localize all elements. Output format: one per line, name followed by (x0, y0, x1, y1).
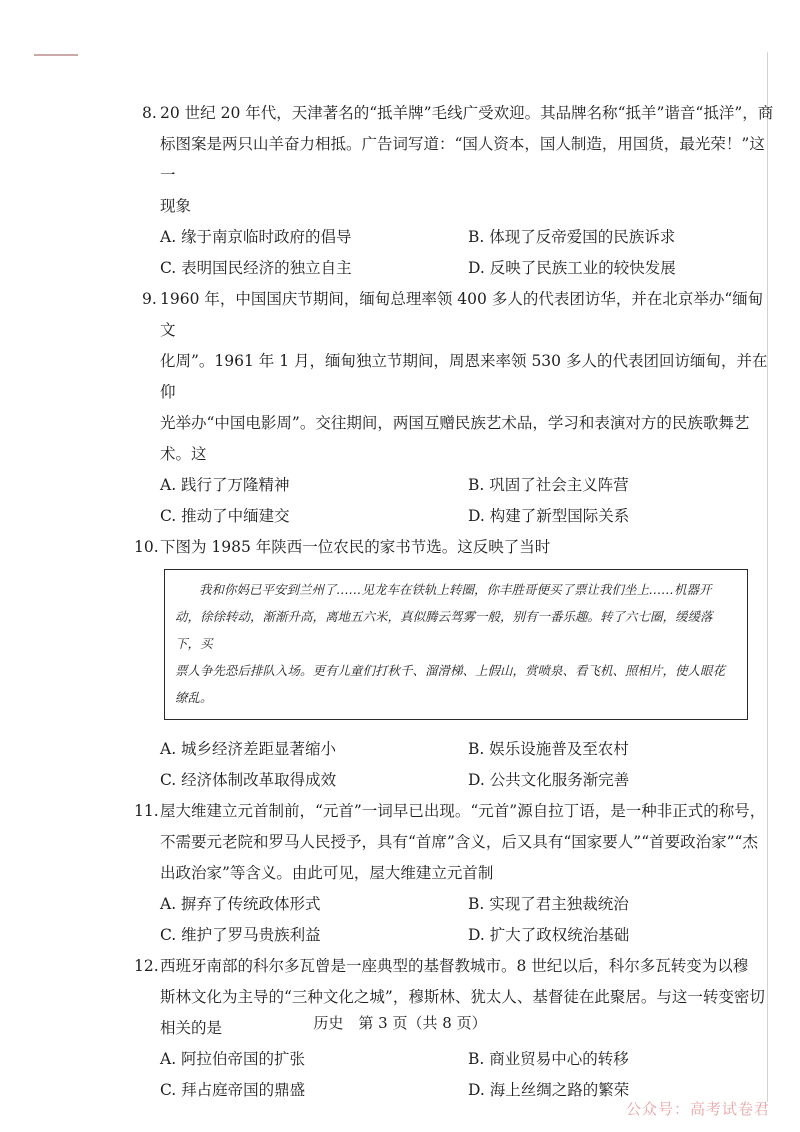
option-d[interactable]: D. 构建了新型国际关系 (468, 507, 630, 525)
option-d[interactable]: D. 反映了民族工业的较快发展 (468, 259, 676, 277)
option-a[interactable]: A. 缘于南京临时政府的倡导 (160, 228, 352, 246)
stem-line: 标图案是两只山羊奋力相抵。广告词写道：“国人资本，国人制造，用国货，最光荣！”这一 (160, 135, 765, 184)
option-b[interactable]: B. 巩固了社会主义阵营 (468, 476, 629, 494)
option-b[interactable]: B. 体现了反帝爱国的民族诉求 (468, 228, 676, 246)
page-footer: 历史 第 3 页（共 8 页） (313, 1014, 487, 1032)
stem-line: 斯林文化为主导的“三种文化之城”，穆斯林、犹太人、基督徒在此聚居。与这一转变密切 (160, 988, 765, 1006)
question-number: 12. (134, 957, 159, 975)
option-c[interactable]: C. 经济体制改革取得成效 (160, 771, 337, 789)
stem-line: 相关的是 (160, 1019, 223, 1037)
options (160, 889, 776, 951)
watermark: 公众号：高考试卷君 (625, 1100, 770, 1118)
option-a[interactable]: A. 摒弃了传统政体形式 (160, 895, 321, 913)
options (160, 1044, 776, 1106)
question-stem (142, 284, 776, 470)
option-a[interactable]: A. 阿拉伯帝国的扩张 (160, 1050, 306, 1068)
question-number: 8. (142, 104, 157, 122)
stem-line: 屋大维建立元首制前，“元首”一词早已出现。“元首”源自拉丁语，是一种非正式的称号， (160, 802, 766, 820)
option-c[interactable]: C. 推动了中缅建交 (160, 507, 290, 525)
question-stem (134, 532, 776, 563)
question-number: 10. (134, 538, 159, 556)
excerpt-line: 票人争先恐后排队入场。更有儿童们打秋千、溜滑梯、上假山，赏喷泉、看飞机、照相片，使人眼花 (175, 663, 726, 678)
option-d[interactable]: D. 海上丝绸之路的繁荣 (468, 1081, 630, 1099)
option-c[interactable]: C. 表明国民经济的独立自主 (160, 259, 352, 277)
options (160, 470, 776, 532)
option-c[interactable]: C. 拜占庭帝国的鼎盛 (160, 1081, 306, 1099)
stem-line: 1960 年，中国国庆节期间，缅甸总理率领 400 多人的代表团访华，并在北京举办“缅甸文 (160, 290, 764, 339)
excerpt-line: 动，徐徐转动，渐渐升高，离地五六米，真似腾云驾雾一般，别有一番乐趣。转了六七圈，缓缓落下，买 (175, 609, 713, 651)
corner-mark (34, 54, 78, 56)
option-a[interactable]: A. 践行了万隆精神 (160, 476, 290, 494)
options (160, 734, 776, 796)
question-11 (134, 796, 776, 951)
option-c[interactable]: C. 维护了罗马贵族利益 (160, 926, 321, 944)
stem-line: 不需要元老院和罗马人民授予，具有“首席”含义，后又具有“国家要人”“首要政治家”“杰 (160, 833, 758, 851)
option-b[interactable]: B. 商业贸易中心的转移 (468, 1050, 629, 1068)
stem-line: 西班牙南部的科尔多瓦曾是一座典型的基督教城市。8 世纪以后，科尔多瓦转变为以穆 (160, 957, 749, 975)
question-stem (142, 98, 776, 222)
question-10 (134, 532, 776, 796)
options (160, 222, 776, 284)
question-number: 11. (134, 802, 159, 820)
stem-line: 化周”。1961 年 1 月，缅甸独立节期间，周恩来率领 530 多人的代表团回访缅甸，并在仰 (160, 352, 768, 401)
stem-line: 术。这 (160, 445, 207, 463)
excerpt-line: 缭乱。 (175, 690, 213, 705)
question-number: 9. (142, 290, 157, 308)
question-list (134, 98, 776, 1106)
question-8 (142, 98, 776, 284)
stem-line: 20 世纪 20 年代，天津著名的“抵羊牌”毛线广受欢迎。其品牌名称“抵羊”谐音“抵洋”，商 (160, 104, 774, 122)
stem-line: 出政治家”等含义。由此可见，屋大维建立元首制 (160, 864, 494, 882)
question-9 (142, 284, 776, 532)
option-a[interactable]: A. 城乡经济差距显著缩小 (160, 740, 337, 758)
stem-line: 下图为 1985 年陕西一位农民的家书节选。这反映了当时 (160, 538, 551, 556)
option-b[interactable]: B. 实现了君主独裁统治 (468, 895, 629, 913)
stem-line: 光举办“中国电影周”。交往期间，两国互赠民族艺术品，学习和表演对方的民族歌舞艺 (160, 414, 750, 432)
option-d[interactable]: D. 公共文化服务渐完善 (468, 771, 630, 789)
stem-line: 现象 (160, 197, 192, 215)
excerpt-line: 我和你妈已平安到兰州了……见龙车在铁轨上转圈，你丰胜哥便买了票让我们坐上……机器开 (199, 582, 712, 597)
question-stem (134, 796, 776, 889)
option-b[interactable]: B. 娱乐设施普及至农村 (468, 740, 629, 758)
option-d[interactable]: D. 扩大了政权统治基础 (468, 926, 630, 944)
letter-excerpt-box (164, 569, 748, 720)
